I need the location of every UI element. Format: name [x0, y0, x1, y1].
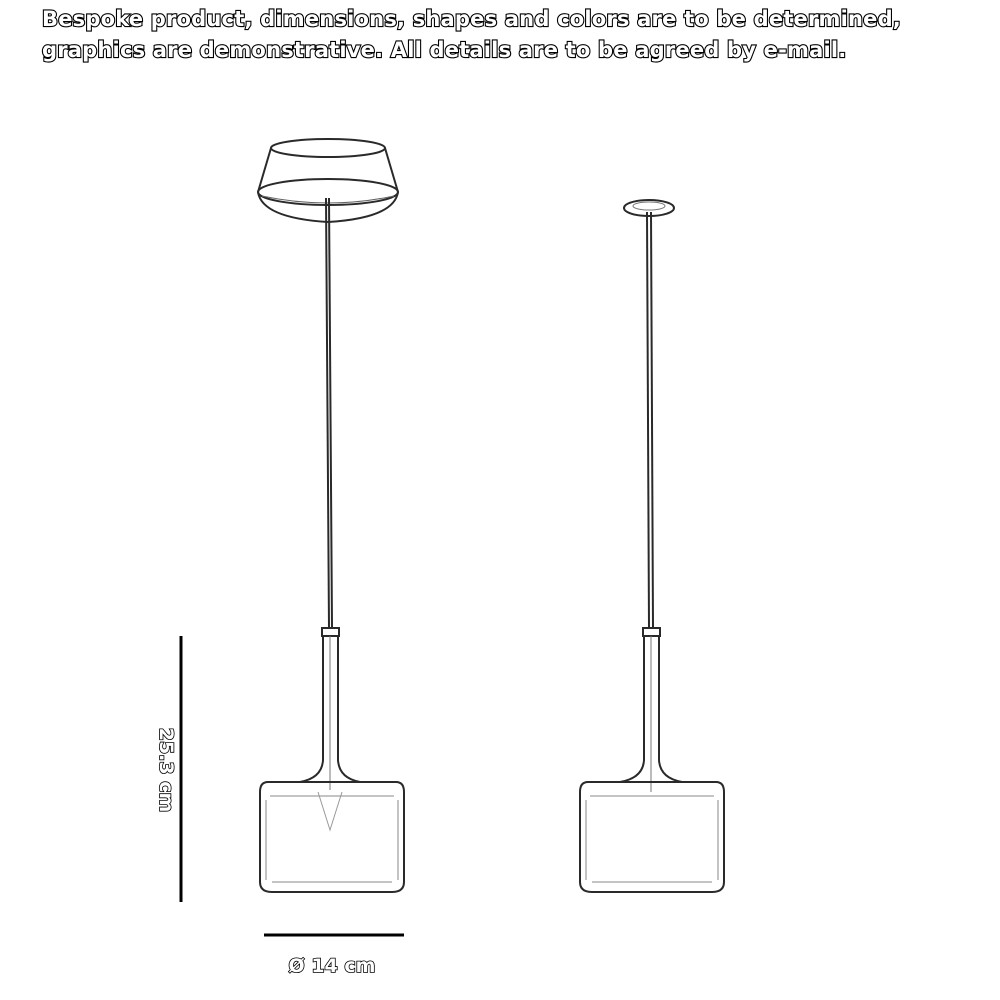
height-dimension [155, 636, 181, 902]
ceiling-canopy-large [258, 139, 398, 222]
ceiling-canopy-small [624, 200, 674, 216]
height-label: 25.3 cm [155, 727, 177, 813]
glass-shade-left [260, 782, 404, 892]
disclaimer-text: Bespoke product, dimensions, shapes and colors are to be determined, graphics are demonstrative. All details are to be agreed by e-mail. [42, 7, 901, 62]
lamp-large-canopy [258, 139, 404, 892]
glass-stem-left [300, 628, 360, 790]
diameter-label: Ø 14 cm [288, 955, 376, 977]
lamp-small-canopy [580, 200, 724, 892]
glass-stem-right [620, 628, 682, 792]
glass-shade-right [580, 782, 724, 892]
diameter-dimension [264, 935, 404, 977]
suspension-cable-left [326, 198, 332, 628]
suspension-cable-right [647, 212, 653, 628]
